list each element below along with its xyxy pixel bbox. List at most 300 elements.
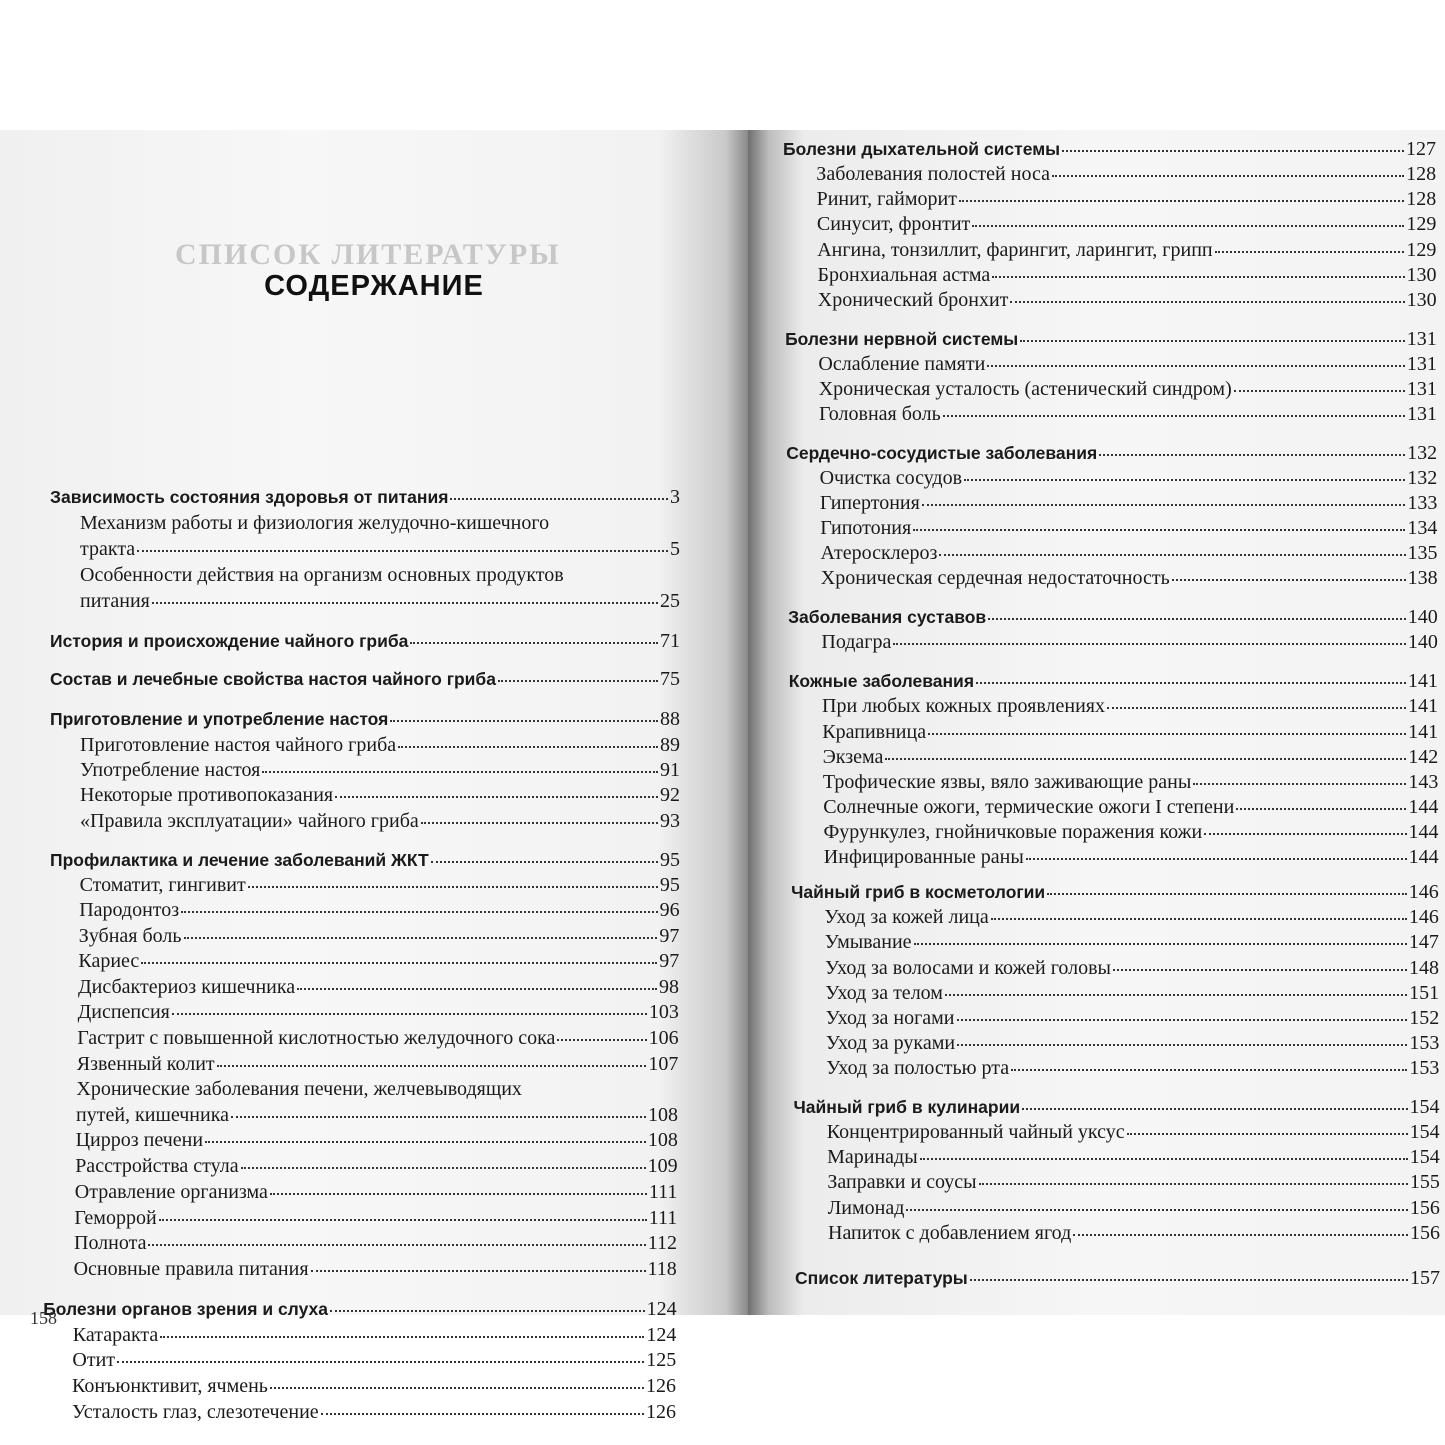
toc-entry-title: Приготовление и употребление настоя: [50, 709, 389, 729]
toc-entry-page-number: 131: [1407, 403, 1437, 425]
toc-entry-page-number: 131: [1406, 378, 1437, 400]
toc-entry: [824, 820, 1439, 844]
toc-entry: [76, 1103, 678, 1127]
toc-entry: [80, 589, 680, 613]
toc-entry-title: «Правила эксплуатации» чайного гриба: [80, 810, 419, 832]
dot-leader: [137, 550, 668, 552]
dot-leader: [1026, 858, 1407, 860]
toc-entry: [76, 1128, 678, 1152]
dot-leader: [421, 822, 658, 824]
toc-entry: [821, 630, 1437, 654]
toc-entry-title: Сердечно-сосудистые заболевания: [786, 443, 1098, 463]
dot-leader: [311, 1270, 646, 1272]
toc-entry-title: Очистка сосудов: [819, 467, 963, 489]
toc-entry-page-number: 133: [1407, 492, 1438, 514]
toc-entry: [80, 511, 680, 535]
dot-leader: [979, 1183, 1408, 1185]
toc-entry-page-number: 108: [647, 1129, 678, 1151]
toc-entry-page-number: 154: [1409, 1096, 1440, 1118]
toc-entry-page-number: 140: [1407, 606, 1438, 628]
dot-leader: [1052, 175, 1404, 177]
toc-entry-title: Чайный гриб в кулинарии: [793, 1097, 1021, 1117]
toc-entry-page-number: 3: [670, 486, 680, 508]
toc-entry-title: Конъюнктивит, ячмень: [72, 1375, 268, 1397]
dot-leader: [184, 937, 658, 939]
toc-entry: [828, 1221, 1440, 1245]
toc-entry-title: путей, кишечника: [76, 1104, 229, 1126]
toc-entry-title: Уход за полостью рта: [826, 1057, 1010, 1079]
toc-entry: [823, 795, 1438, 819]
dot-leader: [1172, 579, 1406, 581]
dot-leader: [1215, 251, 1405, 253]
dot-leader: [262, 771, 658, 773]
toc-entry: [77, 1026, 678, 1050]
toc-entry-page-number: 129: [1406, 239, 1437, 261]
toc-entry: [824, 905, 1438, 929]
toc-entry: [826, 1031, 1439, 1055]
toc-entry-title: Умывание: [824, 931, 912, 953]
toc-entry-title: Трофические язвы, вяло заживающие раны: [822, 771, 1192, 793]
toc-entry: [80, 809, 680, 833]
toc-entry: [79, 924, 680, 948]
toc-entry-page-number: 25: [660, 590, 680, 612]
dot-leader: [321, 1413, 644, 1415]
dot-leader: [972, 225, 1404, 227]
toc-entry-title: Гипотония: [820, 517, 912, 539]
toc-entry-page-number: 108: [648, 1104, 678, 1126]
toc-entry: [816, 162, 1436, 186]
toc-entry-title: Фурункулез, гнойничковые поражения кожи: [823, 821, 1203, 843]
toc-entry: [822, 720, 1438, 744]
toc-entry-page-number: 131: [1406, 328, 1437, 350]
toc-entry-page-number: 97: [659, 950, 680, 972]
toc-entry-title: Диспепсия: [77, 1001, 170, 1023]
dot-leader: [913, 529, 1405, 531]
toc-entry-title: Отравление организма: [74, 1181, 268, 1203]
dot-leader: [231, 1116, 646, 1118]
toc-entry: [826, 1056, 1439, 1080]
toc-entry-page-number: 106: [648, 1027, 679, 1049]
toc-entry-title: Цирроз печени: [75, 1129, 204, 1151]
dot-leader: [398, 746, 658, 748]
dot-leader: [159, 1219, 647, 1221]
toc-entry-page-number: 95: [659, 874, 680, 896]
dot-leader: [964, 479, 1405, 481]
dot-leader: [557, 1039, 646, 1041]
toc-entry-title: Хронический бронхит: [817, 289, 1009, 311]
toc-entry-page-number: 153: [1409, 1057, 1440, 1079]
toc-entry-page-number: 98: [659, 976, 679, 998]
toc-entry: [823, 770, 1438, 794]
left-page: [0, 130, 748, 1423]
dot-leader: [1010, 301, 1404, 303]
toc-entry-page-number: 154: [1409, 1121, 1440, 1143]
toc-entry-page-number: 138: [1407, 567, 1438, 589]
toc-entry-title: Кожные заболевания: [788, 671, 975, 691]
toc-entry-page-number: 128: [1406, 163, 1437, 185]
dot-leader: [906, 1209, 1408, 1211]
dot-leader: [117, 1361, 644, 1363]
toc-entry-title: Заболевания полостей носа: [816, 163, 1050, 185]
toc-entry-title: Отит: [72, 1349, 116, 1371]
dot-leader: [152, 602, 658, 604]
dot-leader: [1113, 969, 1407, 971]
dot-leader: [939, 554, 1405, 556]
toc-entry-page-number: 147: [1408, 931, 1439, 953]
toc-entry-page-number: 155: [1409, 1171, 1440, 1193]
toc-entry-page-number: 127: [1406, 138, 1436, 160]
toc-entry: [79, 898, 679, 922]
toc-entry-title: Чайный гриб в косметологии: [791, 882, 1046, 902]
toc-entry-title: Гипертония: [819, 492, 920, 514]
dot-leader: [1107, 707, 1406, 709]
toc-section-heading: [50, 707, 680, 731]
toc-entry-title: Болезни нервной системы: [785, 329, 1019, 349]
dot-leader: [410, 642, 658, 644]
toc-entry-page-number: 103: [648, 1001, 679, 1023]
toc-entry-page-number: 141: [1407, 670, 1438, 692]
toc-entry-page-number: 143: [1408, 771, 1439, 793]
toc-entry-page-number: 129: [1406, 213, 1437, 235]
toc-entry: [74, 1206, 677, 1230]
page-number: 158: [30, 1308, 57, 1328]
toc-section-heading: [795, 1266, 1440, 1290]
dot-leader: [992, 276, 1404, 278]
toc-entry-title: Особенности действия на организм основных продуктов: [80, 564, 564, 586]
toc-entry-page-number: 151: [1409, 982, 1440, 1004]
toc-entry-title: Употребление настоя: [80, 759, 261, 781]
toc-entry-page-number: 118: [647, 1258, 677, 1280]
toc-entry-title: Экзема: [822, 746, 884, 768]
dot-leader: [885, 758, 1406, 760]
dot-leader: [248, 886, 658, 888]
toc-entry: [80, 873, 680, 897]
dot-leader: [1193, 783, 1406, 785]
dot-leader: [957, 1044, 1407, 1046]
toc-entry-title: Ослабление памяти: [818, 353, 986, 375]
toc-entry-page-number: 95: [660, 849, 680, 871]
toc-entry-title: Катаракта: [72, 1324, 159, 1346]
toc-section-heading: [50, 629, 680, 653]
toc-entry-page-number: 5: [670, 538, 680, 560]
dot-leader: [335, 796, 658, 798]
toc-entry-title: Хроническая сердечная недостаточность: [820, 567, 1170, 589]
toc-entry-title: Пародонтоз: [79, 899, 180, 921]
dot-leader: [205, 1141, 646, 1143]
toc-entry-title: Основные правила питания: [73, 1258, 309, 1280]
toc-entry: [80, 783, 680, 807]
toc-entry-page-number: 134: [1407, 517, 1438, 539]
dot-leader: [1234, 390, 1405, 392]
dot-leader: [172, 1013, 647, 1015]
toc-entry-page-number: 135: [1407, 542, 1438, 564]
toc-entry-title: История и происхождение чайного гриба: [50, 631, 409, 651]
toc-entry-title: Расстройства стула: [75, 1155, 239, 1177]
right-page: [748, 130, 1445, 1315]
toc-entry: [75, 1180, 678, 1204]
toc-entry-title: тракта: [80, 538, 136, 560]
toc-entry-page-number: 154: [1409, 1146, 1440, 1168]
toc-entry-title: Инфицированные раны: [823, 846, 1024, 868]
dot-leader: [1204, 833, 1406, 835]
toc-entry-page-number: 132: [1407, 467, 1438, 489]
dot-leader: [1236, 808, 1406, 810]
toc-entry: [820, 491, 1437, 515]
toc-entry: [828, 1196, 1440, 1220]
toc-entry: [72, 1348, 676, 1372]
toc-entry-title: Зубная боль: [78, 925, 182, 947]
toc-entry-page-number: 109: [647, 1155, 678, 1177]
toc-section-heading: [786, 441, 1437, 465]
toc-entry-page-number: 71: [660, 630, 680, 652]
toc-entry: [819, 377, 1437, 401]
toc-entry-page-number: 112: [647, 1232, 677, 1254]
toc-entry-page-number: 96: [659, 899, 680, 921]
toc-entry-page-number: 107: [648, 1053, 679, 1075]
toc-section-heading: [43, 1297, 676, 1321]
toc-entry-page-number: 140: [1407, 631, 1438, 653]
toc-entry-page-number: 126: [646, 1401, 676, 1423]
toc-entry: [78, 975, 679, 999]
toc-entry-page-number: 124: [646, 1324, 677, 1346]
toc-entry-title: Атеросклероз: [820, 542, 938, 564]
dot-leader: [970, 1279, 1408, 1281]
toc-section-heading: [791, 880, 1439, 904]
toc-entry-page-number: 92: [660, 784, 680, 806]
toc-entry-page-number: 144: [1408, 846, 1439, 868]
toc-entry-page-number: 88: [660, 708, 680, 730]
dot-leader: [957, 1019, 1408, 1021]
dot-leader: [160, 1336, 644, 1338]
toc-entry-page-number: 111: [648, 1207, 678, 1229]
toc-entry-title: Некоторые противопоказания: [80, 784, 334, 806]
toc-entry-page-number: 142: [1408, 746, 1439, 768]
toc-entry-page-number: 153: [1409, 1032, 1440, 1054]
dot-leader: [914, 943, 1407, 945]
toc-entry-page-number: 131: [1406, 353, 1437, 375]
toc-entry-title: Уход за телом: [825, 982, 943, 1004]
toc-entry-title: Подагра: [821, 631, 892, 653]
toc-section-heading: [794, 1095, 1440, 1119]
toc-entry: [822, 694, 1438, 718]
toc-entry-page-number: 130: [1406, 289, 1437, 311]
toc-entry: [77, 1052, 679, 1076]
dot-leader: [148, 1244, 645, 1246]
toc-entry: [823, 745, 1439, 769]
toc-entry-title: питания: [80, 590, 150, 612]
toc-entry: [818, 263, 1437, 287]
toc-entry-title: Уход за руками: [825, 1032, 956, 1054]
toc-entry-page-number: 141: [1408, 721, 1439, 743]
dot-leader: [1127, 1133, 1408, 1135]
toc-entry-title: Напиток с добавлением ягод: [828, 1222, 1072, 1244]
toc-entry-title: Болезни органов зрения и слуха: [43, 1299, 328, 1319]
toc-entry-title: Уход за волосами и кожей головы: [825, 957, 1111, 979]
toc-entry-page-number: 75: [660, 668, 680, 690]
toc-entry: [817, 187, 1437, 211]
dot-leader: [987, 365, 1405, 367]
toc-entry-title: Уход за кожей лица: [824, 906, 989, 928]
dot-leader: [390, 720, 658, 722]
dot-leader: [943, 415, 1405, 417]
toc-entry-page-number: 89: [660, 734, 680, 756]
toc-section-heading: [785, 327, 1437, 351]
toc-section-heading: [50, 667, 680, 691]
toc-entry-page-number: 146: [1408, 881, 1439, 903]
dot-leader: [1099, 454, 1405, 456]
dot-leader: [928, 733, 1406, 735]
dot-leader: [141, 962, 657, 964]
toc-entry: [76, 1077, 678, 1101]
toc-entry-page-number: 91: [660, 759, 680, 781]
toc-entry-title: Гастрит с повышенной кислотностью желудочного сока: [77, 1027, 556, 1049]
toc-entry: [827, 1120, 1440, 1144]
page-title: СОДЕРЖАНИЕ: [264, 270, 484, 302]
toc-entry-title: Полнота: [74, 1232, 147, 1254]
dot-leader: [1020, 340, 1404, 342]
toc-entry: [80, 733, 680, 757]
toc-entry-title: Язвенный колит: [76, 1053, 215, 1075]
toc-entry-title: Крапивница: [822, 721, 927, 743]
dot-leader: [1022, 1108, 1407, 1110]
toc-entry: [72, 1400, 676, 1424]
toc-entry: [821, 566, 1438, 590]
toc-entry-page-number: 125: [646, 1349, 677, 1371]
toc-entry: [78, 1000, 679, 1024]
toc-entry-title: Кариес: [78, 950, 140, 972]
toc-entry-title: Список литературы: [795, 1268, 968, 1288]
toc-entry: [819, 402, 1437, 426]
dot-leader: [1047, 893, 1407, 895]
toc-entry: [824, 845, 1439, 869]
dot-leader: [893, 643, 1405, 645]
dot-leader: [297, 988, 657, 990]
toc-entry: [817, 238, 1436, 262]
toc-entry-title: Маринады: [827, 1146, 918, 1168]
dot-leader: [498, 680, 658, 682]
toc-entry: [80, 758, 680, 782]
toc-entry: [827, 1145, 1440, 1169]
dot-leader: [431, 861, 658, 863]
toc-entry-page-number: 148: [1409, 957, 1439, 979]
toc-entry: [74, 1231, 677, 1255]
dot-leader: [181, 911, 657, 913]
dot-leader: [976, 682, 1406, 684]
toc-entry: [80, 563, 680, 587]
toc-entry-title: Хронические заболевания печени, желчевыводящих: [76, 1078, 522, 1100]
toc-entry-page-number: 97: [659, 925, 680, 947]
toc-entry-page-number: 132: [1407, 442, 1438, 464]
toc-entry-title: Заправки и соусы: [827, 1171, 977, 1193]
toc-entry: [827, 1170, 1439, 1194]
toc-entry: [820, 466, 1438, 490]
toc-entry: [825, 981, 1439, 1005]
toc-section-heading: [50, 485, 680, 509]
open-book: [0, 130, 1445, 1423]
toc-entry-title: При любых кожных проявлениях: [822, 695, 1106, 717]
toc-section-heading: [50, 848, 680, 872]
dot-leader: [217, 1065, 647, 1067]
toc-entry-page-number: 146: [1408, 906, 1439, 928]
toc-entry-title: Лимонад: [827, 1197, 905, 1219]
dot-leader: [922, 504, 1406, 506]
toc-entry: [825, 930, 1439, 954]
toc-entry-title: Механизм работы и физиология желудочно-кишечного: [80, 512, 550, 534]
dot-leader: [991, 918, 1407, 920]
toc-entry-title: Зависимость состояния здоровья от питания: [50, 487, 449, 507]
toc-entry: [78, 949, 679, 973]
toc-entry-page-number: 144: [1408, 821, 1439, 843]
dot-leader: [945, 994, 1407, 996]
toc-entry-title: Ангина, тонзиллит, фарингит, ларингит, грипп: [817, 239, 1213, 261]
toc-entry: [818, 352, 1436, 376]
toc-entry: [80, 537, 680, 561]
toc-entry: [817, 212, 1436, 236]
dot-leader: [988, 618, 1406, 620]
toc-entry: [75, 1154, 677, 1178]
toc-entry-page-number: 141: [1408, 695, 1438, 717]
toc-section-heading: [783, 137, 1436, 161]
toc-entry-page-number: 152: [1409, 1007, 1440, 1029]
toc-entry-title: Болезни дыхательной системы: [783, 139, 1061, 159]
toc-entry: [825, 956, 1439, 980]
toc-entry-page-number: 130: [1406, 264, 1437, 286]
toc-entry-title: Солнечные ожоги, термические ожоги I степени: [823, 796, 1235, 818]
toc-entry-title: Состав и лечебные свойства настоя чайного гриба: [50, 669, 496, 689]
toc-entry-title: Хроническая усталость (астенический синдром): [818, 378, 1232, 400]
toc-right-column: [748, 130, 1445, 1315]
dot-leader: [270, 1193, 647, 1195]
toc-entry-title: Стоматит, гингивит: [79, 874, 246, 896]
bleed-through-heading: СПИСОК ЛИТЕРАТУРЫ: [175, 238, 561, 271]
dot-leader: [241, 1167, 646, 1169]
toc-entry: [73, 1323, 677, 1347]
toc-entry: [826, 1006, 1440, 1030]
toc-entry-page-number: 157: [1410, 1267, 1440, 1289]
toc-entry-title: Дисбактериоз кишечника: [78, 976, 296, 998]
toc-entry-title: Профилактика и лечение заболеваний ЖКТ: [50, 850, 429, 870]
toc-entry-page-number: 93: [660, 810, 680, 832]
dot-leader: [920, 1158, 1408, 1160]
toc-entry-title: Концентрированный чайный уксус: [826, 1121, 1125, 1143]
toc-entry-title: Приготовление настоя чайного гриба: [80, 734, 397, 756]
toc-entry: [820, 516, 1437, 540]
toc-entry-title: Геморрой: [74, 1207, 157, 1229]
toc-entry-title: Головная боль: [819, 403, 941, 425]
toc-entry: [74, 1257, 677, 1281]
toc-entry-page-number: 156: [1410, 1222, 1440, 1244]
toc-entry-page-number: 128: [1406, 188, 1437, 210]
toc-entry-title: Бронхиальная астма: [817, 264, 991, 286]
toc-section-heading: [789, 669, 1438, 693]
toc-entry: [72, 1374, 676, 1398]
dot-leader: [330, 1310, 645, 1312]
toc-entry-title: Уход за ногами: [825, 1007, 955, 1029]
toc-entry-page-number: 144: [1408, 796, 1439, 818]
toc-entry-title: Усталость глаз, слезотечение: [72, 1401, 319, 1423]
dot-leader: [1011, 1069, 1407, 1071]
toc-entry-title: Ринит, гайморит: [816, 188, 957, 210]
toc-entry: [821, 541, 1438, 565]
toc-entry-title: Заболевания суставов: [788, 607, 987, 627]
dot-leader: [450, 498, 668, 500]
toc-entry-title: Синусит, фронтит: [816, 213, 971, 235]
toc-entry-page-number: 124: [646, 1298, 677, 1320]
toc-entry-page-number: 156: [1409, 1197, 1440, 1219]
toc-entry-page-number: 111: [648, 1181, 678, 1203]
dot-leader: [1062, 150, 1404, 152]
toc-entry: [818, 288, 1437, 312]
